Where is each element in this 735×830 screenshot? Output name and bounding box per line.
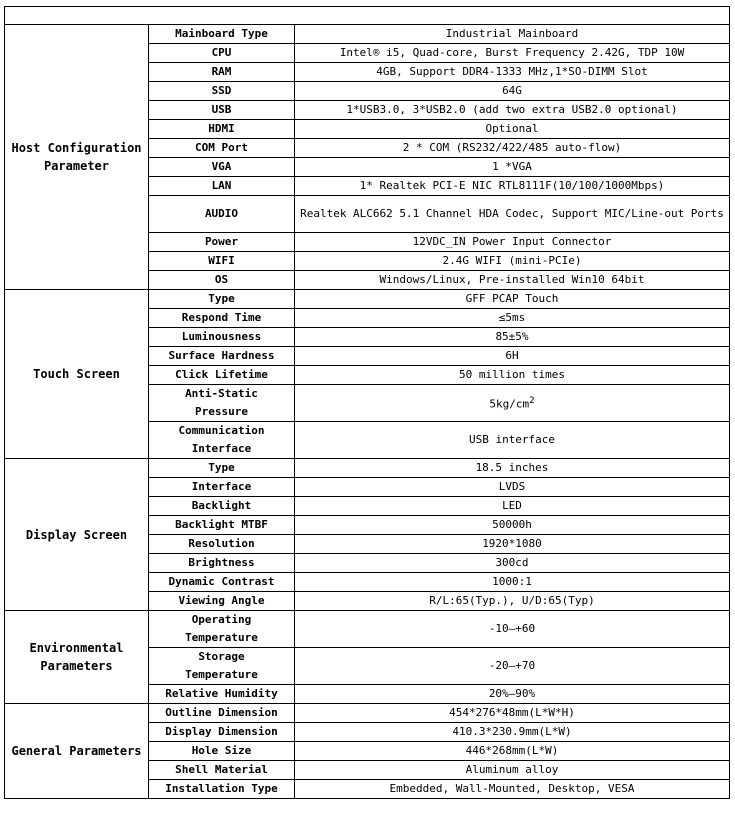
parameter-name: Backlight MTBF bbox=[149, 516, 295, 535]
parameter-value-text: 2.4G WIFI (mini-PCIe) bbox=[442, 254, 582, 267]
parameter-value bbox=[295, 158, 730, 177]
parameter-value-text: 1 *VGA bbox=[492, 160, 532, 173]
parameter-value bbox=[295, 233, 730, 252]
parameter-value-text: 300cd bbox=[495, 556, 529, 569]
parameter-name: VGA bbox=[149, 158, 295, 177]
parameter-value bbox=[295, 685, 730, 704]
parameter-value-text: 50 million times bbox=[459, 368, 565, 381]
parameter-name: WIFI bbox=[149, 252, 295, 271]
parameter-value-text: Windows/Linux, Pre-installed Win10 64bit bbox=[379, 273, 645, 286]
parameter-name: Viewing Angle bbox=[149, 592, 295, 611]
parameter-value bbox=[295, 497, 730, 516]
parameter-name: Communication Interface bbox=[149, 422, 295, 459]
parameter-name: Outline Dimension bbox=[149, 704, 295, 723]
parameter-value-text: Embedded, Wall-Mounted, Desktop, VESA bbox=[389, 782, 635, 795]
parameter-name: Storage Temperature bbox=[149, 648, 295, 685]
parameter-value bbox=[295, 780, 730, 799]
parameter-value-text: -10—+60 bbox=[488, 622, 536, 635]
parameter-value bbox=[295, 252, 730, 271]
parameter-name: SSD bbox=[149, 82, 295, 101]
parameter-name: Surface Hardness bbox=[149, 347, 295, 366]
superscript: 2 bbox=[529, 395, 535, 407]
parameter-value bbox=[295, 63, 730, 82]
parameter-name: CPU bbox=[149, 44, 295, 63]
parameter-value bbox=[295, 422, 730, 459]
group-label: General Parameters bbox=[5, 704, 149, 799]
parameter-value bbox=[295, 82, 730, 101]
parameter-value bbox=[295, 516, 730, 535]
table-header-cell bbox=[5, 7, 730, 25]
parameter-name: Type bbox=[149, 290, 295, 309]
group-label: Touch Screen bbox=[5, 290, 149, 459]
parameter-value bbox=[295, 309, 730, 328]
parameter-value bbox=[295, 139, 730, 158]
group-label: Display Screen bbox=[5, 459, 149, 611]
parameter-value-text: Industrial Mainboard bbox=[445, 27, 579, 40]
parameter-value bbox=[295, 554, 730, 573]
parameter-name: Dynamic Contrast bbox=[149, 573, 295, 592]
parameter-name: OS bbox=[149, 271, 295, 290]
parameter-value bbox=[295, 592, 730, 611]
parameter-value bbox=[295, 347, 730, 366]
parameter-value bbox=[295, 611, 730, 648]
parameter-value bbox=[295, 478, 730, 497]
parameter-value bbox=[295, 742, 730, 761]
parameter-value bbox=[295, 385, 730, 422]
parameter-name: HDMI bbox=[149, 120, 295, 139]
table-row bbox=[5, 704, 730, 723]
parameter-value bbox=[295, 101, 730, 120]
parameter-value-text: 1* Realtek PCI-E NIC RTL8111F(10/100/1000Mbps) bbox=[359, 179, 665, 192]
table-row bbox=[5, 611, 730, 648]
parameter-value-text: LED bbox=[502, 499, 522, 512]
parameter-value-text: 85±5% bbox=[495, 330, 529, 343]
parameter-value-text: 1000:1 bbox=[492, 575, 532, 588]
parameter-value bbox=[295, 648, 730, 685]
parameter-name: Power bbox=[149, 233, 295, 252]
specification-table bbox=[4, 6, 730, 799]
parameter-name: Respond Time bbox=[149, 309, 295, 328]
parameter-value-text: 1920*1080 bbox=[482, 537, 542, 550]
parameter-value bbox=[295, 25, 730, 44]
parameter-value-text: 446*268mm(L*W) bbox=[465, 744, 559, 757]
parameter-value bbox=[295, 573, 730, 592]
parameter-value bbox=[295, 459, 730, 478]
parameter-value bbox=[295, 290, 730, 309]
parameter-name: Anti-Static Pressure bbox=[149, 385, 295, 422]
parameter-value bbox=[295, 704, 730, 723]
parameter-value-text: 5kg/cm bbox=[489, 397, 530, 411]
parameter-name: Shell Material bbox=[149, 761, 295, 780]
parameter-name: Operating Temperature bbox=[149, 611, 295, 648]
parameter-value-text: ≤5ms bbox=[498, 311, 526, 324]
table-header-row bbox=[5, 7, 730, 25]
parameter-name: COM Port bbox=[149, 139, 295, 158]
parameter-value-text: 12VDC_IN Power Input Connector bbox=[412, 235, 612, 248]
parameter-name: Display Dimension bbox=[149, 723, 295, 742]
parameter-value bbox=[295, 535, 730, 554]
parameter-value-text: Aluminum alloy bbox=[465, 763, 559, 776]
parameter-value-text: -20—+70 bbox=[488, 659, 536, 672]
parameter-name: AUDIO bbox=[149, 196, 295, 233]
parameter-value bbox=[295, 328, 730, 347]
parameter-value-text: 6H bbox=[505, 349, 519, 362]
spec-sheet bbox=[4, 6, 729, 799]
parameter-value bbox=[295, 177, 730, 196]
parameter-value-text: R/L:65(Typ.), U/D:65(Typ) bbox=[429, 594, 595, 607]
parameter-value-text: Realtek ALC662 5.1 Channel HDA Codec, Support MIC/Line-out Ports bbox=[300, 207, 724, 220]
parameter-value bbox=[295, 271, 730, 290]
specification-table-body bbox=[5, 7, 730, 799]
parameter-value-text: 64G bbox=[502, 84, 522, 97]
parameter-name: Resolution bbox=[149, 535, 295, 554]
parameter-value-text: USB interface bbox=[468, 433, 556, 446]
parameter-value-text: 20%—90% bbox=[488, 687, 536, 700]
parameter-name: Luminousness bbox=[149, 328, 295, 347]
parameter-value bbox=[295, 761, 730, 780]
parameter-name: Installation Type bbox=[149, 780, 295, 799]
group-label: Host Configuration Parameter bbox=[5, 25, 149, 290]
parameter-name: Relative Humidity bbox=[149, 685, 295, 704]
parameter-name: Type bbox=[149, 459, 295, 478]
table-row bbox=[5, 459, 730, 478]
parameter-value-text: 2 * COM (RS232/422/485 auto-flow) bbox=[402, 141, 622, 154]
parameter-name: Backlight bbox=[149, 497, 295, 516]
parameter-name: Click Lifetime bbox=[149, 366, 295, 385]
group-label: Environmental Parameters bbox=[5, 611, 149, 704]
parameter-value-text: 454*276*48mm(L*W*H) bbox=[449, 706, 575, 719]
parameter-value-text: GFF PCAP Touch bbox=[465, 292, 559, 305]
parameter-value-text: 410.3*230.9mm(L*W) bbox=[452, 725, 572, 738]
parameter-name: Mainboard Type bbox=[149, 25, 295, 44]
parameter-value bbox=[295, 723, 730, 742]
parameter-value-text: 50000h bbox=[492, 518, 532, 531]
parameter-value-text: 1*USB3.0, 3*USB2.0 (add two extra USB2.0 optional) bbox=[346, 103, 678, 116]
parameter-name: RAM bbox=[149, 63, 295, 82]
parameter-value bbox=[295, 196, 730, 233]
parameter-name: Interface bbox=[149, 478, 295, 497]
parameter-value-text: 4GB, Support DDR4-1333 MHz,1*SO-DIMM Slot bbox=[376, 65, 648, 78]
table-row bbox=[5, 290, 730, 309]
parameter-name: Brightness bbox=[149, 554, 295, 573]
parameter-value-text: LVDS bbox=[498, 480, 526, 493]
parameter-name: LAN bbox=[149, 177, 295, 196]
parameter-value bbox=[295, 120, 730, 139]
parameter-name: USB bbox=[149, 101, 295, 120]
parameter-value-text: 18.5 inches bbox=[475, 461, 549, 474]
parameter-value bbox=[295, 44, 730, 63]
parameter-name: Hole Size bbox=[149, 742, 295, 761]
parameter-value bbox=[295, 366, 730, 385]
parameter-value-text: Intel® i5, Quad-core, Burst Frequency 2.42G, TDP 10W bbox=[339, 46, 685, 59]
table-row bbox=[5, 25, 730, 44]
parameter-value-text: Optional bbox=[485, 122, 539, 135]
